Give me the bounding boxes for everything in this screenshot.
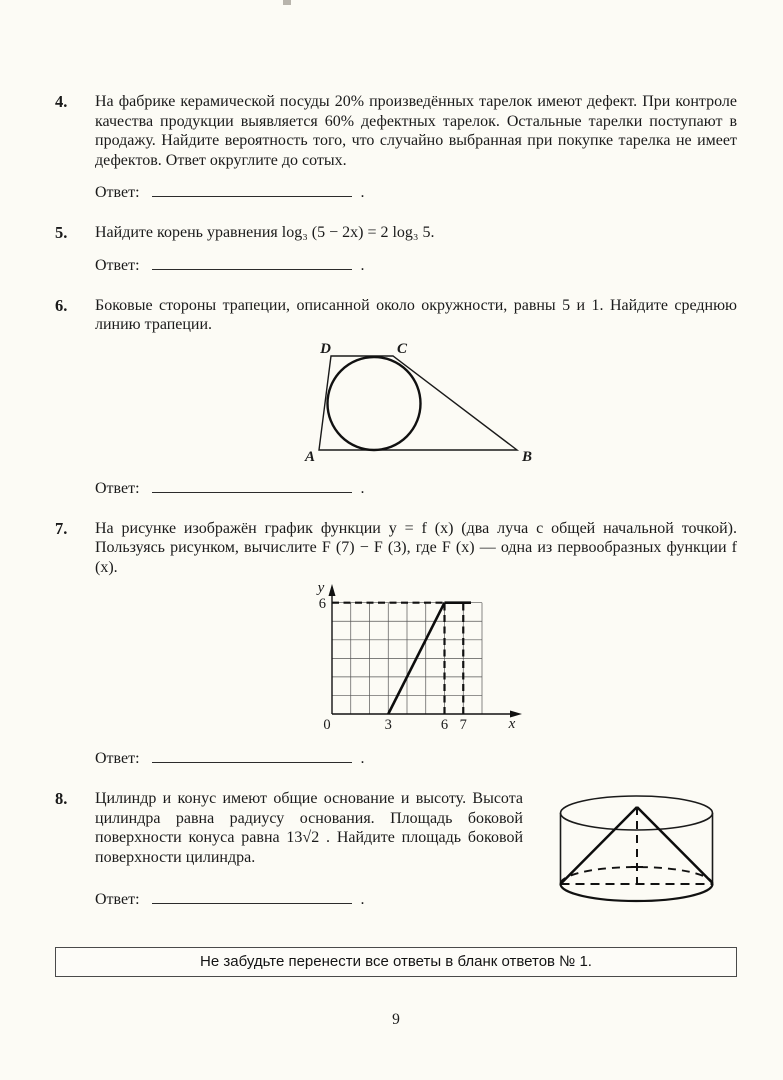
problem-number: 6. bbox=[55, 295, 68, 315]
page-number: 9 bbox=[392, 1011, 400, 1028]
cylinder-cone-figure bbox=[537, 783, 737, 923]
answer-row bbox=[95, 748, 737, 768]
x-tick-3: 3 bbox=[384, 717, 392, 733]
problem-text: Найдите корень уравнения log₃ (5 − 2x) = 2 log₃ 5. bbox=[95, 224, 435, 241]
y-tick-6: 6 bbox=[318, 596, 326, 612]
footer-notice-box bbox=[55, 947, 737, 977]
problem-number: 4. bbox=[55, 92, 68, 111]
trapezoid-figure bbox=[295, 341, 737, 466]
problem-7 bbox=[55, 519, 737, 769]
answer-period: . bbox=[360, 479, 365, 497]
answer-period: . bbox=[360, 184, 365, 201]
answer-period: . bbox=[360, 750, 365, 767]
answer-row bbox=[95, 478, 737, 498]
x-tick-7: 7 bbox=[459, 717, 467, 733]
origin-label: 0 bbox=[323, 717, 331, 733]
answer-label: Ответ: bbox=[95, 891, 140, 908]
vertex-label-a: A bbox=[304, 448, 315, 465]
vertex-label-b: B bbox=[522, 448, 533, 465]
answer-period: . bbox=[360, 256, 365, 274]
problem-number: 8. bbox=[55, 789, 68, 808]
footer-notice-text: Не забудьте перенести все ответы в бланк ответов № 1. bbox=[200, 953, 592, 970]
problem-8 bbox=[55, 789, 737, 923]
problem-number: 7. bbox=[55, 518, 68, 538]
answer-blank bbox=[152, 182, 352, 197]
problem-number: 5. bbox=[55, 223, 68, 242]
problem-6 bbox=[55, 296, 737, 498]
x-tick-6: 6 bbox=[440, 717, 449, 733]
problem-text: На фабрике керамической посуды 20% произведённых тарелок имеют дефект. При контроле качества продукции выявляется 60% дефектных тарелок. Остальные тарелки поступают в продажу. Найдите вероятность того, что случайно выбранная при покупке тарелка не имеет дефектов. Ответ округлите до сотых. bbox=[95, 93, 737, 169]
x-axis-label: x bbox=[508, 716, 516, 732]
y-axis-label: y bbox=[317, 581, 325, 596]
scan-artifact bbox=[283, 0, 291, 5]
answer-blank bbox=[152, 748, 352, 763]
answer-row bbox=[95, 255, 737, 275]
problem-4 bbox=[55, 92, 737, 202]
answer-label: Ответ: bbox=[95, 750, 140, 767]
answer-blank bbox=[152, 255, 352, 270]
answer-blank bbox=[152, 478, 352, 493]
function-graph-figure bbox=[307, 581, 737, 736]
answer-label: Ответ: bbox=[95, 256, 140, 274]
answer-label: Ответ: bbox=[95, 184, 140, 201]
problem-text: Боковые стороны трапеции, описанной около окружности, равны 5 и 1. Найдите среднюю линию трапеции. bbox=[95, 296, 737, 333]
problem-5 bbox=[55, 223, 737, 275]
answer-period: . bbox=[360, 891, 365, 908]
vertex-label-c: C bbox=[397, 340, 408, 357]
answer-label: Ответ: bbox=[95, 479, 140, 497]
problem-text: На рисунке изображён график функции y = f (x) (два луча с общей начальной точкой). Пользуясь рисунком, вычислите F (7) − F (3), где F (x) — одна из первообразных функции f (x). bbox=[95, 519, 737, 576]
vertex-label-d: D bbox=[320, 340, 331, 357]
answer-row bbox=[95, 182, 737, 202]
problem-text: Цилиндр и конус имеют общие основание и высоту. Высота цилиндра равна радиусу основания. Площадь боковой поверхности конуса равна 13√2 . Найдите площадь боковой поверхности цилиндра. bbox=[95, 790, 523, 866]
answer-blank bbox=[152, 889, 352, 904]
